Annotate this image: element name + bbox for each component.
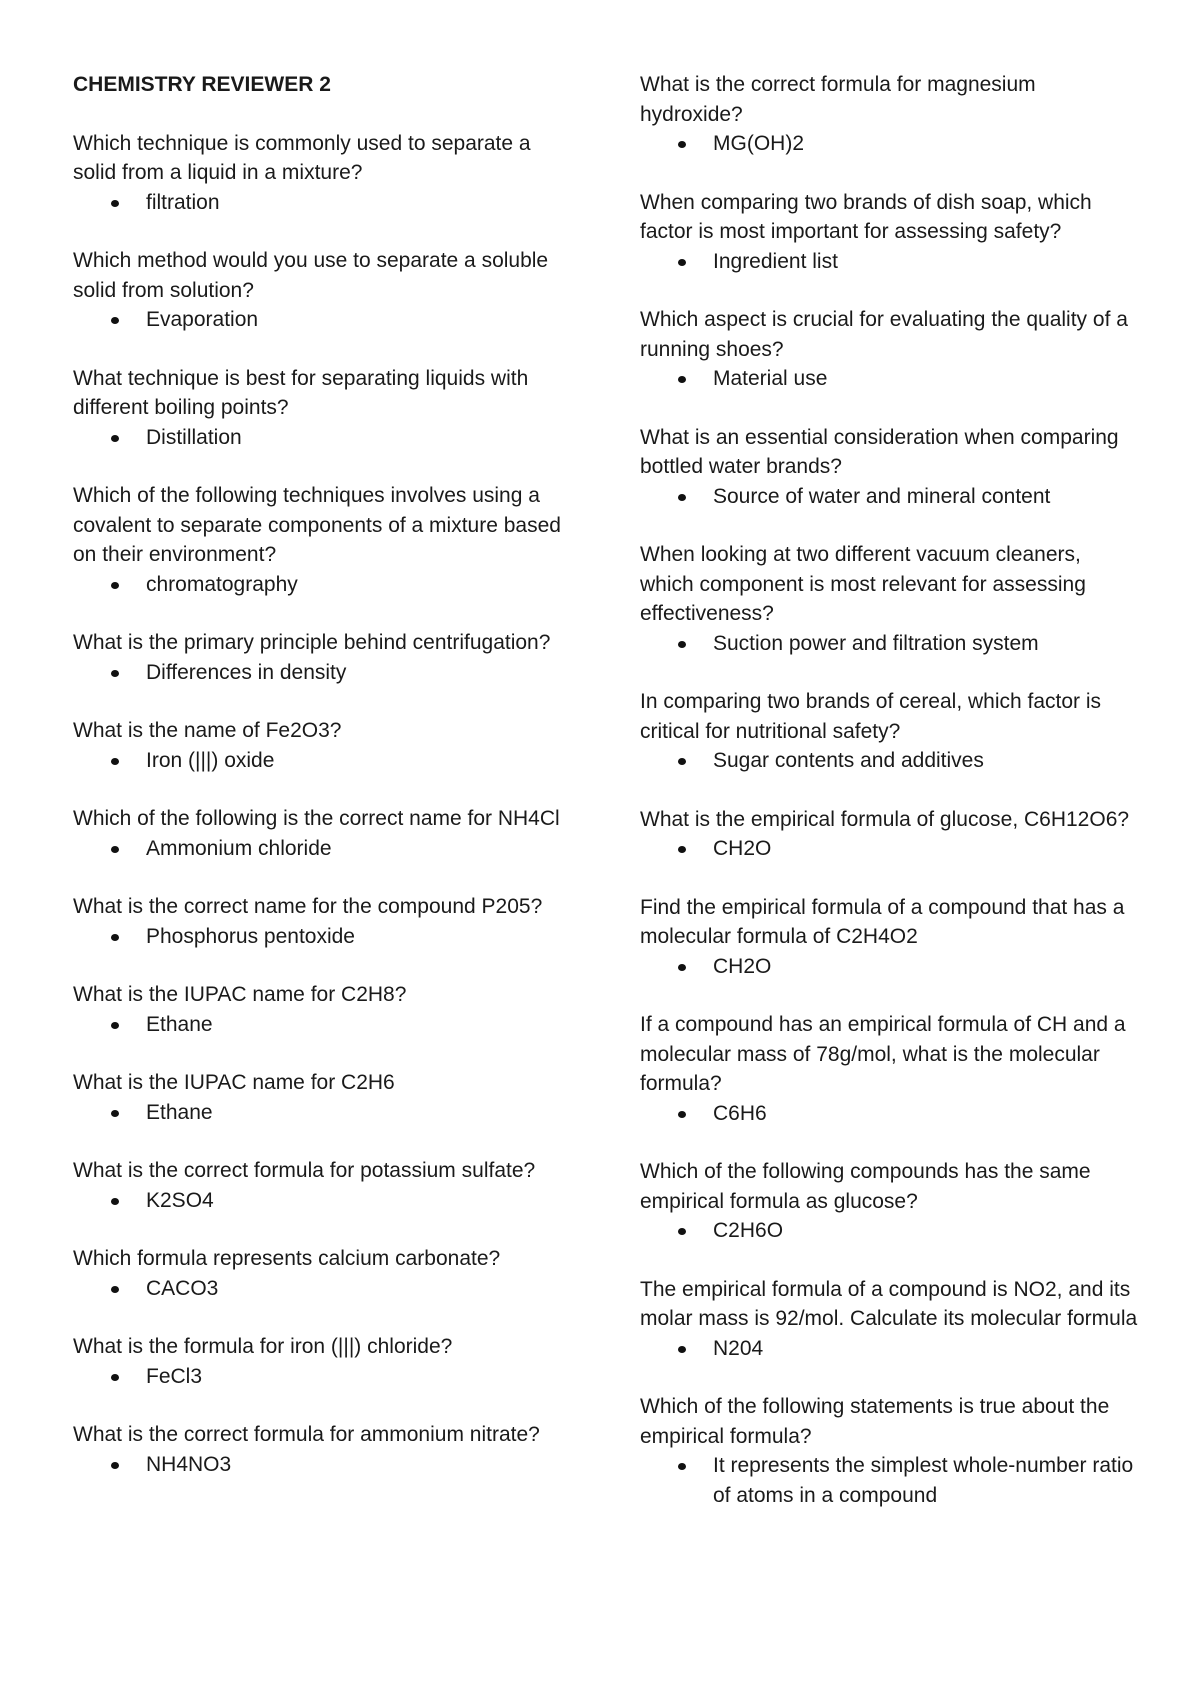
- bullet-icon: [678, 1111, 686, 1118]
- question-block: [640, 540, 1140, 658]
- question-block: [73, 364, 573, 453]
- answer-text: Distillation: [146, 425, 242, 449]
- question-text: Which of the following is the correct name for NH4Cl: [73, 807, 560, 830]
- question-block: [73, 1156, 573, 1215]
- answer-text: filtration: [146, 190, 220, 214]
- question-text: Find the empirical formula of a compound that has a molecular formula of C2H4O2: [640, 895, 1125, 948]
- question-block: [73, 129, 573, 218]
- question-block: [73, 1244, 573, 1303]
- answer-item: [640, 629, 1140, 659]
- question-block: [640, 1157, 1140, 1246]
- question-block: [640, 687, 1140, 776]
- question-text: What is the name of Fe2O3?: [73, 719, 342, 742]
- answer-text: It represents the simplest whole-number ratio of atoms in a compound: [713, 1454, 1134, 1507]
- right-question-list: [640, 70, 1140, 1510]
- answer-text: FeCl3: [146, 1364, 203, 1388]
- left-question-list: [73, 129, 573, 1480]
- question-text: Which aspect is crucial for evaluating the quality of a running shoes?: [640, 308, 1128, 361]
- answer-item: [640, 129, 1140, 159]
- bullet-icon: [678, 1228, 686, 1235]
- question-text: What is the correct formula for potassium sulfate?: [73, 1159, 536, 1182]
- answer-text: Sugar contents and additives: [713, 749, 984, 772]
- answer-item: [73, 746, 573, 776]
- question-block: [640, 1010, 1140, 1128]
- bullet-icon: [678, 494, 686, 501]
- bullet-icon: [678, 964, 686, 971]
- answer-item: [640, 1099, 1140, 1129]
- bullet-icon: [111, 200, 119, 207]
- answer-text: N204: [713, 1336, 764, 1360]
- bullet-icon: [678, 641, 686, 648]
- question-block: [73, 246, 573, 335]
- bullet-icon: [111, 934, 119, 941]
- bullet-icon: [111, 670, 119, 677]
- answer-item: [640, 364, 1140, 394]
- bullet-icon: [678, 1463, 686, 1470]
- left-column: [73, 70, 573, 1508]
- bullet-icon: [111, 1374, 119, 1381]
- question-text: Which formula represents calcium carbonate?: [73, 1247, 501, 1270]
- bullet-icon: [111, 758, 119, 765]
- answer-text: NH4NO3: [146, 1452, 232, 1476]
- question-block: [73, 892, 573, 951]
- question-block: [640, 188, 1140, 277]
- question-text: What is the IUPAC name for C2H8?: [73, 983, 407, 1006]
- bullet-icon: [111, 1286, 119, 1293]
- answer-text: K2SO4: [146, 1188, 214, 1212]
- answer-item: [73, 423, 573, 453]
- question-text: What is the correct formula for ammonium nitrate?: [73, 1423, 540, 1446]
- question-text: When looking at two different vacuum cleaners, which component is most relevant for assessing effectiveness?: [640, 543, 1086, 625]
- question-text: Which of the following statements is true about the empirical formula?: [640, 1395, 1110, 1448]
- answer-text: Suction power and filtration system: [713, 631, 1039, 655]
- question-text: When comparing two brands of dish soap, which factor is most important for assessing safety?: [640, 190, 1092, 243]
- answer-item: [640, 1451, 1140, 1510]
- question-block: [73, 1332, 573, 1391]
- question-block: [73, 716, 573, 775]
- answer-item: [640, 247, 1140, 277]
- answer-item: [640, 834, 1140, 864]
- answer-item: [73, 1362, 573, 1392]
- bullet-icon: [111, 1110, 119, 1117]
- question-block: [640, 1392, 1140, 1510]
- bullet-icon: [111, 317, 119, 324]
- answer-text: Material use: [713, 367, 828, 390]
- document-title: CHEMISTRY REVIEWER 2: [73, 73, 331, 96]
- question-block: [640, 70, 1140, 159]
- question-text: The empirical formula of a compound is NO2, and its molar mass is 92/mol. Calculate its molecular formula: [640, 1277, 1138, 1330]
- bullet-icon: [678, 758, 686, 765]
- answer-text: Ethane: [146, 1100, 213, 1124]
- answer-text: Phosphorus pentoxide: [146, 924, 355, 948]
- bullet-icon: [111, 1198, 119, 1205]
- answer-item: [640, 1334, 1140, 1364]
- bullet-icon: [111, 1022, 119, 1029]
- answer-text: Ethane: [146, 1012, 213, 1036]
- bullet-icon: [111, 1462, 119, 1469]
- answer-text: Iron (|||) oxide: [146, 748, 275, 772]
- answer-item: [73, 922, 573, 952]
- bullet-icon: [111, 435, 119, 442]
- question-block: [640, 1275, 1140, 1364]
- answer-text: CH2O: [713, 954, 772, 978]
- question-block: [73, 1068, 573, 1127]
- answer-text: CACO3: [146, 1276, 219, 1300]
- answer-text: Source of water and mineral content: [713, 484, 1051, 508]
- answer-item: [640, 1216, 1140, 1246]
- question-block: [73, 628, 573, 687]
- bullet-icon: [678, 1346, 686, 1353]
- answer-text: chromatography: [146, 572, 298, 596]
- question-text: What is the correct name for the compound P205?: [73, 895, 543, 918]
- answer-item: [640, 482, 1140, 512]
- question-block: [640, 305, 1140, 394]
- bullet-icon: [678, 846, 686, 853]
- bullet-icon: [678, 141, 686, 148]
- question-block: [73, 1420, 573, 1479]
- question-block: [640, 893, 1140, 982]
- answer-item: [73, 1274, 573, 1304]
- question-text: What is the empirical formula of glucose, C6H12O6?: [640, 807, 1130, 831]
- answer-item: [73, 1450, 573, 1480]
- question-text: What is the formula for iron (|||) chloride?: [73, 1335, 453, 1358]
- bullet-icon: [678, 259, 686, 266]
- bullet-icon: [111, 582, 119, 589]
- question-block: [73, 980, 573, 1039]
- answer-item: [73, 305, 573, 335]
- answer-item: [640, 952, 1140, 982]
- answer-item: [73, 570, 573, 600]
- bullet-icon: [111, 846, 119, 853]
- answer-text: Differences in density: [146, 660, 347, 684]
- bullet-icon: [678, 376, 686, 383]
- question-text: Which of the following techniques involves using a covalent to separate components of a mixture based on their environment?: [73, 484, 561, 566]
- answer-text: Ingredient list: [713, 249, 838, 273]
- question-text: What is the primary principle behind centrifugation?: [73, 631, 551, 654]
- question-text: What is the correct formula for magnesium hydroxide?: [640, 73, 1036, 126]
- question-block: [640, 805, 1140, 864]
- answer-text: C6H6: [713, 1101, 767, 1125]
- answer-item: [640, 746, 1140, 776]
- question-text: If a compound has an empirical formula of CH and a molecular mass of 78g/mol, what is the molecular formula?: [640, 1013, 1126, 1095]
- question-text: What is the IUPAC name for C2H6: [73, 1071, 395, 1094]
- question-text: What is an essential consideration when comparing bottled water brands?: [640, 425, 1119, 478]
- question-block: [73, 804, 573, 863]
- right-column: [640, 70, 1140, 1539]
- answer-item: [73, 1098, 573, 1128]
- answer-item: [73, 1010, 573, 1040]
- answer-item: [73, 834, 573, 864]
- answer-text: CH2O: [713, 837, 772, 860]
- question-block: [73, 481, 573, 599]
- answer-text: Ammonium chloride: [146, 836, 332, 860]
- question-block: [640, 423, 1140, 512]
- question-text: In comparing two brands of cereal, which factor is critical for nutritional safety?: [640, 690, 1102, 743]
- question-text: What technique is best for separating liquids with different boiling points?: [73, 366, 529, 419]
- answer-item: [73, 658, 573, 688]
- question-text: Which of the following compounds has the same empirical formula as glucose?: [640, 1160, 1091, 1213]
- question-text: Which method would you use to separate a soluble solid from solution?: [73, 249, 549, 302]
- answer-text: C2H6O: [713, 1219, 784, 1242]
- answer-text: Evaporation: [146, 308, 259, 331]
- answer-text: MG(OH)2: [713, 132, 804, 155]
- answer-item: [73, 188, 573, 218]
- question-text: Which technique is commonly used to separate a solid from a liquid in a mixture?: [73, 131, 531, 184]
- answer-item: [73, 1186, 573, 1216]
